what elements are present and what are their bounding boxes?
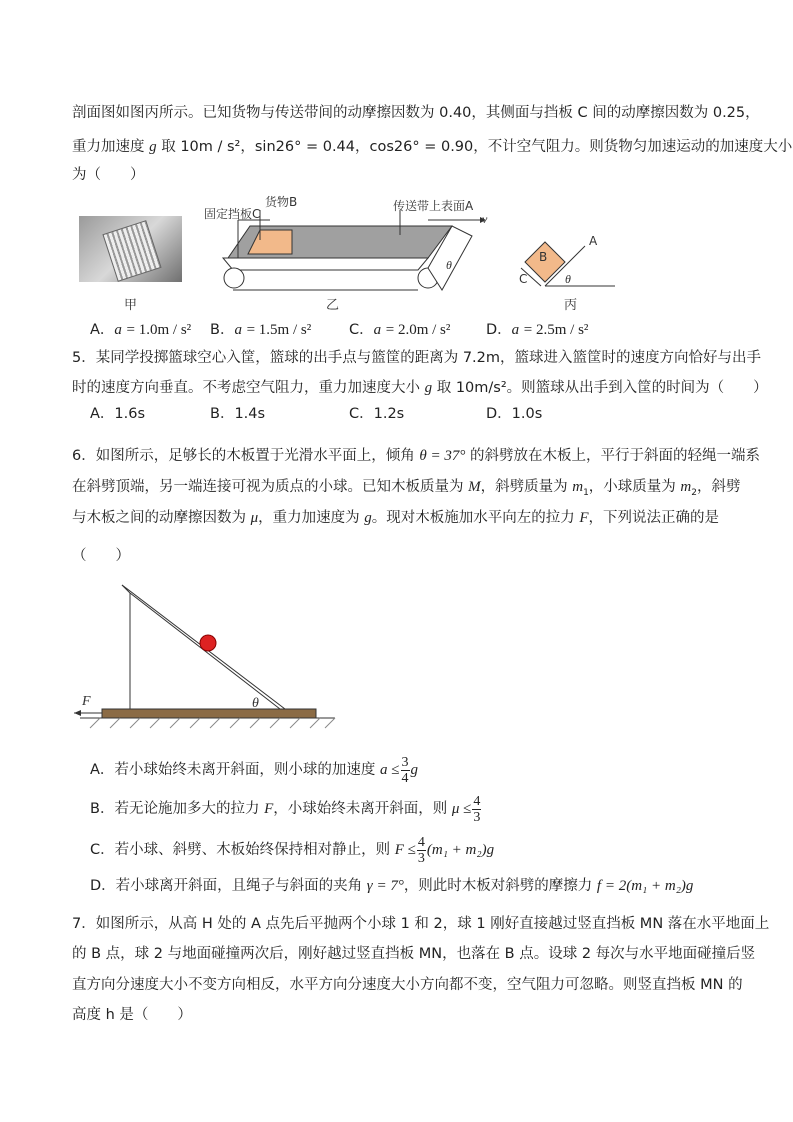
- fraction: [401, 755, 410, 786]
- var-g: g: [149, 139, 157, 155]
- text: ，重力加速度为: [258, 510, 365, 526]
- q4-option-a[interactable]: [90, 320, 191, 340]
- q7-text-line4: 高度 h 是（ ）: [72, 1007, 192, 1023]
- label-theta: θ: [446, 258, 452, 272]
- option-letter: A．: [90, 322, 115, 338]
- q5-text-line2: [72, 378, 768, 398]
- q6-text-line3: [72, 508, 719, 528]
- math-theta: θ = 37°: [419, 448, 466, 464]
- math: γ = 7°: [366, 878, 404, 894]
- fraction: [472, 794, 481, 825]
- q6-text-line2: [72, 477, 740, 503]
- text: 重力加速度: [72, 139, 150, 155]
- option-text: B．若无论施加多大的拉力: [90, 801, 265, 817]
- subscript: 1: [583, 487, 589, 498]
- var-a: a: [373, 322, 382, 338]
- suitcase-image: [102, 220, 161, 282]
- q6-option-c[interactable]: [90, 832, 494, 868]
- q5-option-d[interactable]: D．1.0s: [486, 406, 543, 422]
- text: 。现对木板施加水平向左的拉力: [371, 510, 580, 526]
- q7-text-line2: 的 B 点，球 2 与地面碰撞两次后，刚好越过竖直挡板 MN，也落在 B 点。设球 2 每次与水平地面碰撞后竖: [72, 946, 756, 962]
- label-theta-3: θ: [252, 696, 259, 711]
- text: 取 10m / s²，sin26° = 0.44，cos26° = 0.90，不计空气阻力。则货物匀加速运动的加速度大小: [156, 139, 793, 155]
- incline-diagram: [70, 575, 340, 735]
- label-F: F: [82, 694, 91, 709]
- label-v: v: [482, 212, 488, 226]
- math: g: [410, 762, 419, 778]
- var-a: a: [234, 322, 242, 338]
- q5-option-a[interactable]: A．1.6s: [90, 406, 146, 422]
- subscript: 2: [691, 487, 697, 498]
- label-C: C: [519, 272, 528, 286]
- var-m2: m: [680, 479, 692, 495]
- fraction: [417, 835, 426, 866]
- label-baffle: 固定挡板C: [204, 207, 261, 221]
- q7-text-line3: 直方向分速度大小不变方向相反，水平方向分速度大小方向都不变，空气阻力可忽略。则竖直挡板 MN 的: [72, 977, 743, 993]
- denominator: 3: [473, 809, 481, 825]
- option-text: C．若小球、斜劈、木板始终保持相对静止，则: [90, 842, 395, 858]
- text: ，斜劈: [696, 479, 741, 495]
- ball: [200, 635, 216, 651]
- var-mu: μ: [250, 510, 259, 526]
- denominator: 3: [417, 850, 425, 866]
- var-g: g: [364, 510, 372, 526]
- option-letter: B．: [210, 322, 235, 338]
- option-letter: C．: [349, 322, 374, 338]
- q4-text-line3: 为（ ）: [72, 167, 145, 183]
- text: 的斜劈放在木板上，平行于斜面的轻绳一端系: [465, 448, 760, 464]
- text: 在斜劈顶端，另一端连接可视为质点的小球。已知木板质量为: [72, 479, 469, 495]
- q4-option-b[interactable]: [210, 320, 311, 340]
- var-F: F: [264, 801, 274, 817]
- q6-option-d[interactable]: [90, 876, 693, 896]
- label-A: A: [589, 234, 598, 248]
- text: 6．如图所示，足够长的木板置于光滑水平面上，倾角: [72, 448, 420, 464]
- option-letter: D．: [486, 322, 512, 338]
- text: 时的速度方向垂直。不考虑空气阻力，重力加速度大小: [72, 380, 425, 396]
- q6-option-a[interactable]: [90, 752, 418, 788]
- text: ，斜劈质量为: [480, 479, 573, 495]
- numerator: 4: [473, 793, 481, 809]
- label-theta-2: θ: [565, 272, 571, 286]
- option-text: A．若小球始终未离开斜面，则小球的加速度: [90, 762, 381, 778]
- option-text: ，则此时木板对斜劈的摩擦力: [403, 878, 597, 894]
- var-m1: m: [572, 479, 584, 495]
- q5-text-line1: 5．某同学投掷篮球空心入筐，篮球的出手点与篮筐的距离为 7.2m，篮球进入篮筐时的速度方向恰好与出手: [72, 350, 762, 366]
- option-value: = 1.5m / s²: [246, 322, 312, 338]
- var-a: a: [114, 322, 122, 338]
- text: 与木板之间的动摩擦因数为: [72, 510, 251, 526]
- label-bing: 丙: [564, 298, 578, 313]
- q7-text-line1: 7．如图所示，从高 H 处的 A 点先后平抛两个小球 1 和 2，球 1 刚好直接越过竖直挡板 MN 落在水平地面上: [72, 916, 770, 932]
- math: (m₁ + m₂)g: [426, 842, 495, 858]
- option-text: ，小球始终未离开斜面，则: [273, 801, 452, 817]
- q4-text-line1: 剖面图如图丙所示。已知货物与传送带间的动摩擦因数为 0.40，其侧面与挡板 C 间的动摩擦因数为 0.25，: [72, 105, 760, 121]
- numerator: 4: [417, 834, 425, 850]
- q6-text-line4: （ ）: [72, 548, 130, 564]
- math: μ ≤: [451, 801, 472, 817]
- roller-left: [224, 268, 244, 288]
- var-g: g: [424, 380, 433, 396]
- ground-hatching: [90, 718, 335, 728]
- photo-jia: [79, 216, 182, 282]
- wooden-board: [102, 709, 316, 718]
- q5-option-c[interactable]: C．1.2s: [349, 406, 405, 422]
- option-value: = 2.5m / s²: [523, 322, 589, 338]
- option-value: = 2.0m / s²: [385, 322, 451, 338]
- text: ，下列说法正确的是: [588, 510, 720, 526]
- q4-option-c[interactable]: [349, 320, 450, 340]
- q6-option-b[interactable]: [90, 791, 482, 827]
- label-jia: 甲: [124, 298, 138, 313]
- q6-text-line1: [72, 446, 760, 466]
- q4-text-line2: [72, 137, 792, 157]
- option-value: = 1.0m / s²: [126, 322, 192, 338]
- var-a: a: [511, 322, 520, 338]
- label-yi: 乙: [326, 298, 340, 313]
- label-belt: 传送带上表面A: [393, 199, 474, 213]
- label-B: B: [539, 250, 548, 264]
- option-text: D．若小球离开斜面，且绳子与斜面的夹角: [90, 878, 367, 894]
- text: ，小球质量为: [588, 479, 681, 495]
- var-M: M: [468, 479, 481, 495]
- q4-option-d[interactable]: [486, 320, 588, 340]
- label-goods: 货物B: [265, 195, 298, 209]
- denominator: 4: [401, 770, 409, 786]
- math: F ≤: [394, 842, 416, 858]
- math: f = 2(m₁ + m₂)g: [596, 878, 694, 894]
- text: 取 10m/s²。则篮球从出手到入筐的时间为（ ）: [432, 380, 768, 396]
- var-F: F: [579, 510, 589, 526]
- math: a ≤: [380, 762, 400, 778]
- numerator: 3: [401, 754, 409, 770]
- q5-option-b[interactable]: B．1.4s: [210, 406, 266, 422]
